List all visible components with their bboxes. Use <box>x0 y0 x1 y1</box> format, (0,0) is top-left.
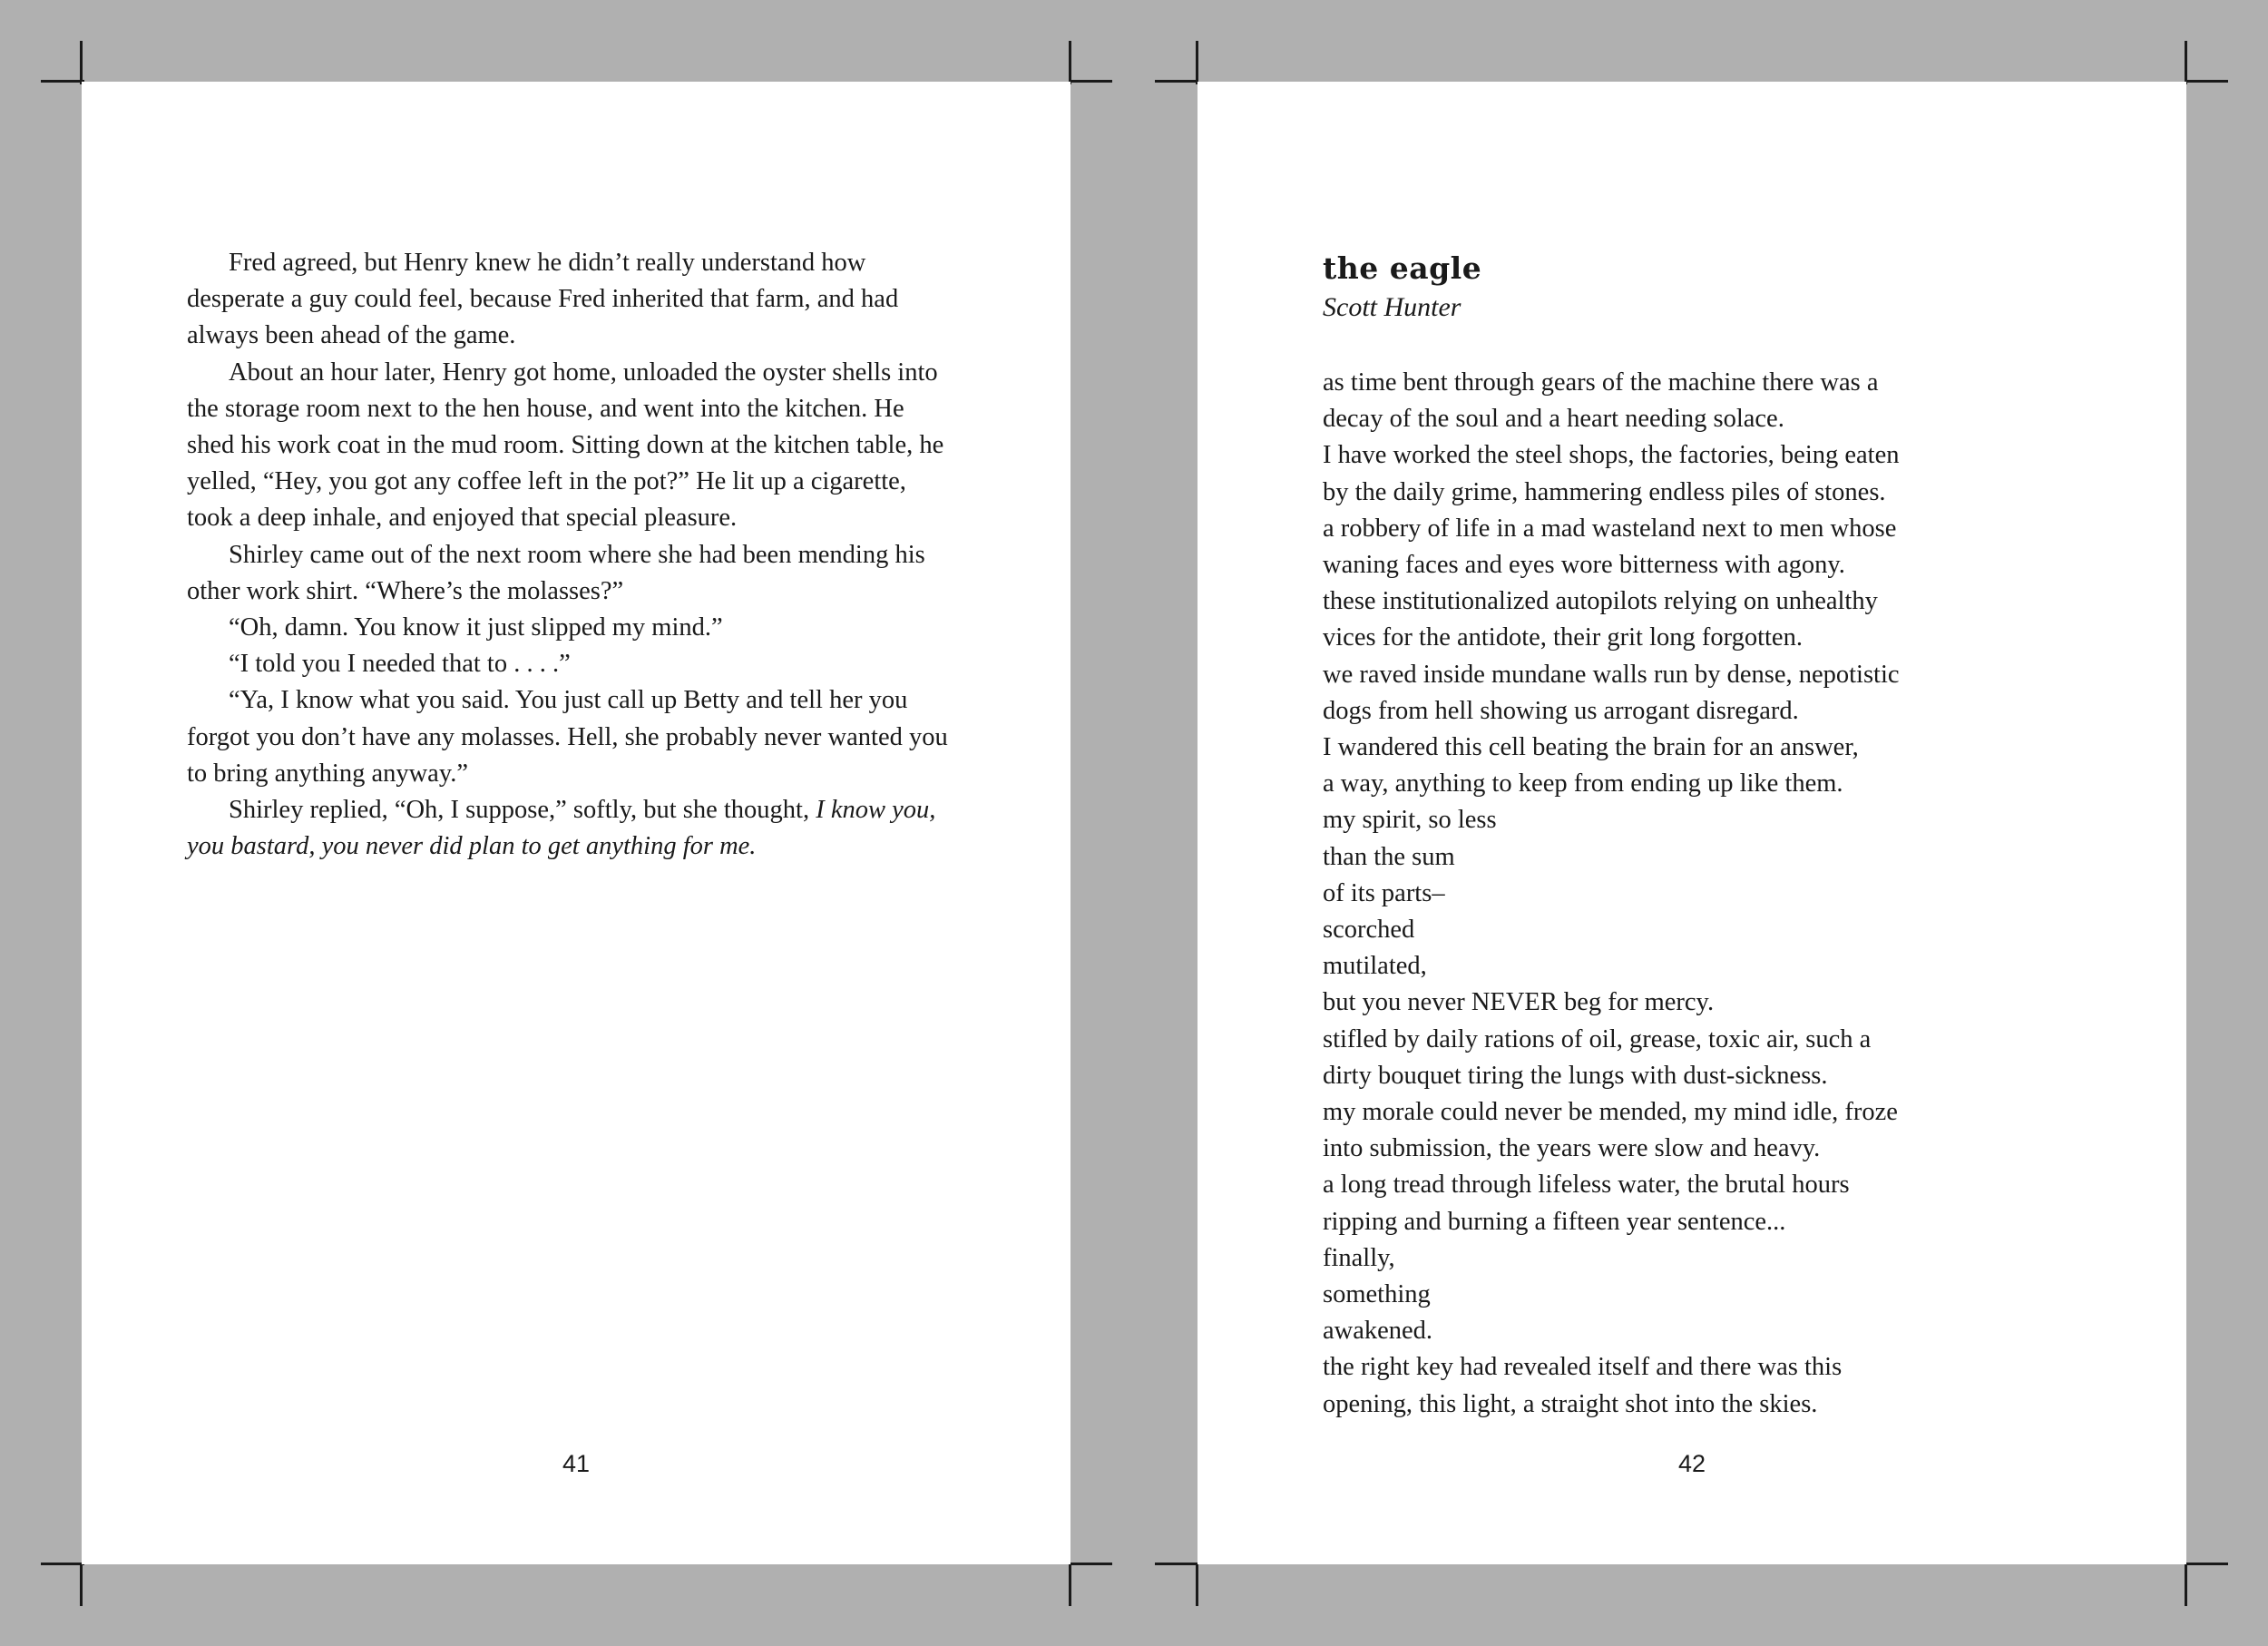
poem-line: by the daily grime, hammering endless piles of stones. <box>1323 477 1886 506</box>
paragraph: Fred agreed, but Henry knew he didn’t really understand how desperate a guy could feel, because Fred inherited that farm, and had always been ahead of the game. <box>187 249 899 350</box>
poem-line: of its parts– <box>1323 878 1445 907</box>
poem-line: I wandered this cell beating the brain for an answer, <box>1323 733 1859 762</box>
poem-line: I have worked the steel shops, the factories, being eaten <box>1323 441 1900 470</box>
poem-line: decay of the soul and a heart needing solace. <box>1323 405 1784 434</box>
crop-mark-top-mid1-v <box>1069 41 1071 84</box>
poem-line: opening, this light, a straight shot into the skies. <box>1323 1389 1818 1418</box>
poem-line: my morale could never be mended, my mind idle, froze <box>1323 1098 1898 1127</box>
poem-line: finally, <box>1323 1243 1395 1272</box>
paragraph-plain-text: Shirley replied, “Oh, I suppose,” softly, but she thought, <box>229 796 816 825</box>
poem-line: we raved inside mundane walls run by dense, nepotistic <box>1323 660 1900 689</box>
crop-mark-bottom-mid2-v <box>1196 1563 1198 1606</box>
poem-line: awakened. <box>1323 1317 1433 1346</box>
poem-line: mutilated, <box>1323 952 1427 981</box>
right-page <box>1198 82 2186 1564</box>
poem-line: as time bent through gears of the machine there was a <box>1323 368 1879 397</box>
poem-line: waning faces and eyes wore bitterness with agony. <box>1323 551 1845 580</box>
crop-mark-bottom-left-h <box>41 1563 84 1565</box>
paragraph <box>187 792 958 865</box>
poem-line: ripping and burning a fifteen year sentence... <box>1323 1207 1786 1236</box>
crop-mark-bottom-mid1-v <box>1069 1563 1071 1606</box>
poem-line: a way, anything to keep from ending up like them. <box>1323 769 1843 799</box>
poem-line: but you never NEVER beg for mercy. <box>1323 988 1715 1017</box>
paragraph: Shirley came out of the next room where she had been mending his other work shirt. “Where’s the molasses?” <box>187 540 925 605</box>
paragraph: “Ya, I know what you said. You just call up Betty and tell her you forgot you don’t have any molasses. Hell, she probably never wanted you to bring anything anyway.” <box>187 686 948 788</box>
poem-title: the eagle <box>1323 250 1482 286</box>
paragraph-italic-thought: I know you, you bastard, you never did plan to get anything for me. <box>187 796 936 861</box>
poem-line: something <box>1323 1280 1431 1309</box>
poem-line: a long tread through lifeless water, the brutal hours <box>1323 1171 1850 1200</box>
crop-mark-bottom-left-v <box>80 1563 83 1606</box>
poem-author: Scott Hunter <box>1323 292 1461 322</box>
paragraph: “Oh, damn. You know it just slipped my mind.” <box>229 613 723 642</box>
crop-mark-top-mid2-v <box>1196 41 1198 84</box>
poem-line: dogs from hell showing us arrogant disregard. <box>1323 696 1799 725</box>
story-text <box>187 245 958 865</box>
crop-mark-top-right-h <box>2185 80 2228 83</box>
page-number: 42 <box>1677 1450 1706 1477</box>
poem-body <box>1323 365 2139 1423</box>
poem-line: into submission, the years were slow and heavy. <box>1323 1134 1821 1163</box>
crop-mark-top-right-v <box>2185 41 2187 84</box>
left-page <box>82 82 1070 1564</box>
crop-mark-top-left-v <box>80 41 83 84</box>
poem-line: dirty bouquet tiring the lungs with dust-sickness. <box>1323 1061 1828 1090</box>
poem-line: these institutionalized autopilots relying on unhealthy <box>1323 587 1878 616</box>
crop-mark-top-mid1-h <box>1069 80 1112 83</box>
crop-mark-top-left-h <box>41 80 84 83</box>
paragraph: “I told you I needed that to . . . .” <box>229 650 571 679</box>
poem-line: than the sum <box>1323 842 1455 871</box>
poem-line: vices for the antidote, their grit long forgotten. <box>1323 623 1803 652</box>
poem-line: a robbery of life in a mad wasteland next to men whose <box>1323 514 1897 543</box>
crop-mark-bottom-mid2-h <box>1155 1563 1198 1565</box>
crop-mark-bottom-mid1-h <box>1069 1563 1112 1565</box>
crop-mark-bottom-right-h <box>2185 1563 2228 1565</box>
poem-line: stifled by daily rations of oil, grease, toxic air, such a <box>1323 1024 1872 1053</box>
paragraph: About an hour later, Henry got home, unloaded the oyster shells into the storage room next to the hen house, and went into the kitchen. He shed his work coat in the mud room. Sitting down at the kitchen table, he yelled, “Hey, you got any coffee left in the pot?” He lit up a cigarette, took a deep inhale, and enjoyed that special pleasure. <box>187 358 944 533</box>
crop-mark-top-mid2-h <box>1155 80 1198 83</box>
page-number: 41 <box>562 1450 591 1477</box>
crop-mark-bottom-right-v <box>2185 1563 2187 1606</box>
poem-line: scorched <box>1323 916 1415 945</box>
poem-line: the right key had revealed itself and there was this <box>1323 1353 1843 1382</box>
poem-line: my spirit, so less <box>1323 806 1497 835</box>
